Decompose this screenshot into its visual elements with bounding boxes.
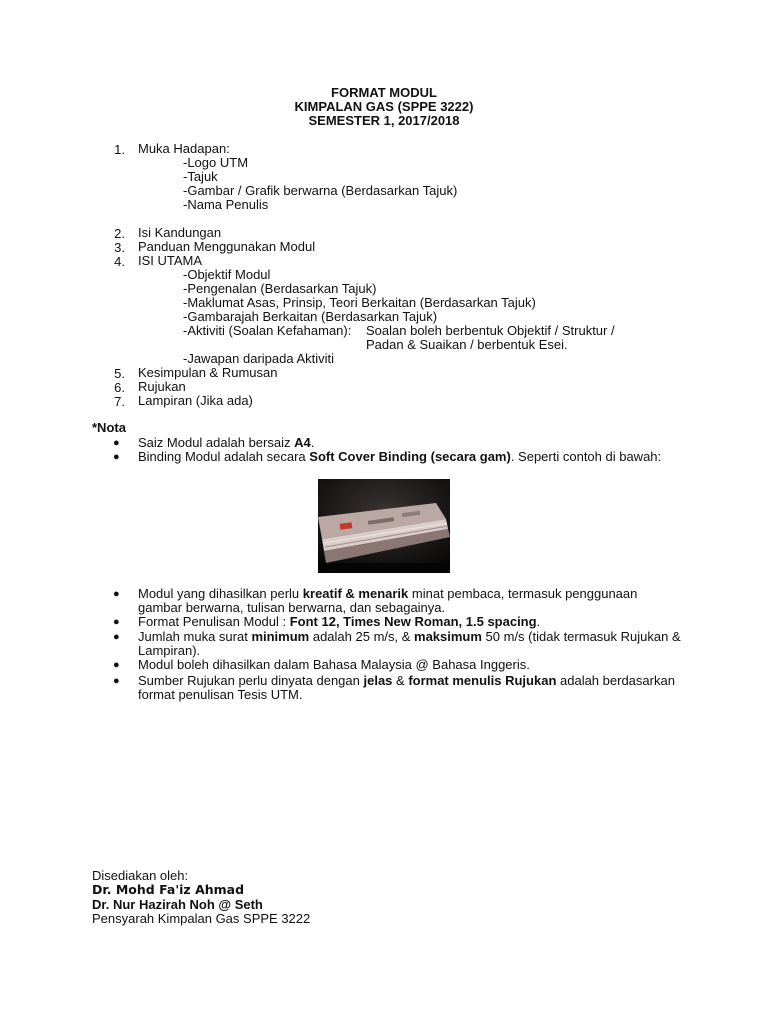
bullet-icon: ●: [113, 675, 120, 687]
aktiviti-description: Padan & Suaikan / berbentuk Esei.: [366, 337, 568, 352]
nota-heading: *Nota: [92, 420, 126, 435]
doc-subtitle: KIMPALAN GAS (SPPE 3222): [294, 99, 474, 114]
aktiviti-description: Soalan boleh berbentuk Objektif / Struktur /: [366, 323, 615, 338]
nota-item-kreatif: Modul yang dihasilkan perlu kreatif & menarik minat pembaca, termasuk penggunaan: [138, 586, 638, 601]
author-name-2: Dr. Nur Hazirah Noh @ Seth: [92, 897, 263, 912]
nota-item-muka-surat-cont: Lampiran).: [138, 643, 201, 658]
sub-item: -Objektif Modul: [183, 267, 271, 282]
sub-item: -Gambar / Grafik berwarna (Berdasarkan Tajuk): [183, 183, 458, 198]
list-number: 5.: [114, 366, 125, 381]
list-number: 2.: [114, 226, 125, 241]
list-number: 6.: [114, 380, 125, 395]
author-name-1: Dr. Mohd Fa'iz Ahmad: [92, 882, 245, 897]
list-item-muka-hadapan: Muka Hadapan:: [138, 141, 230, 156]
sub-item: -Tajuk: [183, 169, 218, 184]
nota-item-muka-surat: Jumlah muka surat minimum adalah 25 m/s, & maksimum 50 m/s (tidak termasuk Rujukan &: [138, 629, 681, 644]
list-item-isi-kandungan: Isi Kandungan: [138, 225, 222, 240]
bullet-icon: ●: [113, 588, 120, 600]
bullet-icon: ●: [113, 437, 120, 449]
list-item-rujukan: Rujukan: [138, 379, 186, 394]
nota-item-format: Format Penulisan Modul : Font 12, Times New Roman, 1.5 spacing.: [138, 614, 541, 629]
sub-item-aktiviti: -Aktiviti (Soalan Kefahaman):: [183, 323, 352, 338]
list-number: 1.: [114, 142, 125, 157]
bullet-icon: ●: [113, 631, 120, 643]
list-number: 7.: [114, 394, 125, 409]
author-role: Pensyarah Kimpalan Gas SPPE 3222: [92, 911, 311, 926]
list-item-lampiran: Lampiran (Jika ada): [138, 393, 253, 408]
doc-semester: SEMESTER 1, 2017/2018: [308, 113, 460, 128]
sub-item: -Nama Penulis: [183, 197, 269, 212]
list-number: 3.: [114, 240, 125, 255]
sub-item: -Gambarajah Berkaitan (Berdasarkan Tajuk): [183, 309, 438, 324]
list-item-panduan: Panduan Menggunakan Modul: [138, 239, 316, 254]
binding-example-photo: [318, 479, 450, 573]
nota-item-bahasa: Modul boleh dihasilkan dalam Bahasa Malaysia @ Bahasa Inggeris.: [138, 657, 530, 672]
nota-item-rujukan-cont: format penulisan Tesis UTM.: [138, 687, 303, 702]
sub-item: -Pengenalan (Berdasarkan Tajuk): [183, 281, 377, 296]
prepared-by-label: Disediakan oleh:: [92, 868, 189, 883]
nota-item-binding: Binding Modul adalah secara Soft Cover Binding (secara gam). Seperti contoh di bawah:: [138, 449, 662, 464]
list-item-kesimpulan: Kesimpulan & Rumusan: [138, 365, 278, 380]
sub-item: -Maklumat Asas, Prinsip, Teori Berkaitan (Berdasarkan Tajuk): [183, 295, 536, 310]
nota-item-kreatif-cont: gambar berwarna, tulisan berwarna, dan sebagainya.: [138, 600, 446, 615]
bullet-icon: ●: [113, 451, 120, 463]
doc-title: FORMAT MODUL: [331, 85, 437, 100]
list-number: 4.: [114, 254, 125, 269]
list-item-isi-utama: ISI UTAMA: [138, 253, 203, 268]
sub-item-jawapan: -Jawapan daripada Aktiviti: [183, 351, 335, 366]
bullet-icon: ●: [113, 659, 120, 671]
sub-item: -Logo UTM: [183, 155, 249, 170]
bullet-icon: ●: [113, 616, 120, 628]
nota-item-saiz: Saiz Modul adalah bersaiz A4.: [138, 435, 315, 450]
nota-item-rujukan: Sumber Rujukan perlu dinyata dengan jelas & format menulis Rujukan adalah berdasarkan: [138, 673, 675, 688]
